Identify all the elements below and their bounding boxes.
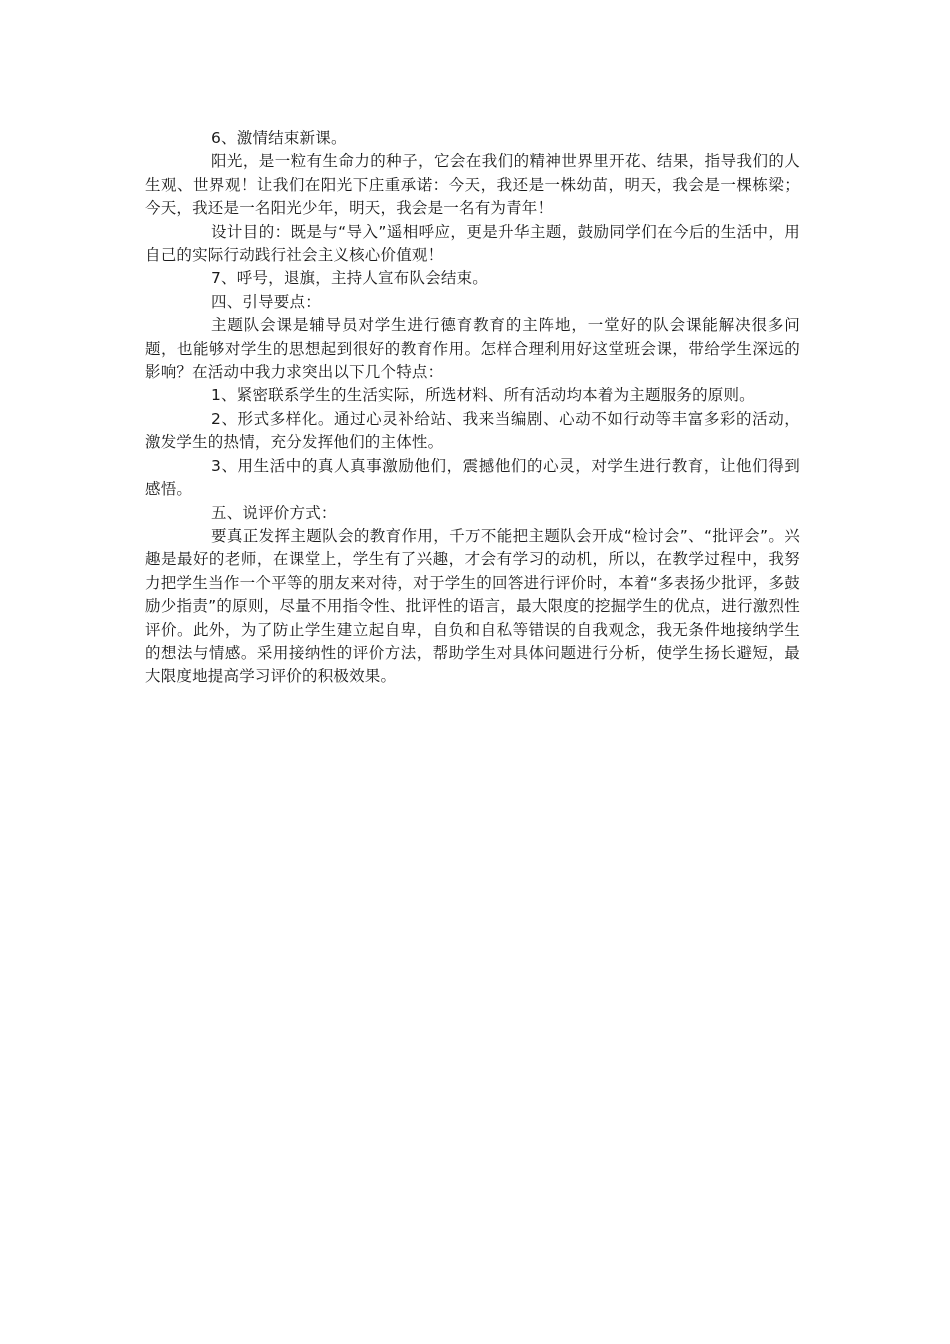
paragraph-evaluation: 要真正发挥主题队会的教育作用，千万不能把主题队会开成“检讨会”、“批评会”。兴趣是最好的老师，在课堂上，学生有了兴趣，才会有学习的动机，所以，在教学过程中，我努力把学生当作一个平等的朋友来对待，对于学生的回答进行评价时，本着“多表扬少批评，多鼓励少指责”的原则，尽量不用指令性、批评性的语言，最大限度的挖掘学生的优点，进行激烈性评价。此外，为了防止学生建立起自卑，自负和自私等错误的自我观念，我无条件地接纳学生的想法与情感。采用接纳性的评价方法，帮助学生对具体问题进行分析，使学生扬长避短，最大限度地提高学习评价的积极效果。: [145, 526, 800, 686]
list-item-3: 3、用生活中的真人真事激励他们，震撼他们的心灵，对学生进行教育，让他们得到感悟。: [145, 456, 800, 499]
list-item-2: 2、形式多样化。通过心灵补给站、我来当编剧、心动不如行动等丰富多彩的活动，激发学生的热情，充分发挥他们的主体性。: [145, 409, 800, 452]
paragraph-sunshine: 阳光，是一粒有生命力的种子，它会在我们的精神世界里开花、结果，指导我们的人生观、世界观！让我们在阳光下庄重承诺：今天，我还是一株幼苗，明天，我会是一棵栋梁；今天，我还是一名阳光少年，明天，我会是一名有为青年！: [145, 152, 800, 218]
paragraph-design-purpose: 设计目的：既是与“导入”遥相呼应，更是升华主题，鼓励同学们在今后的生活中，用自己的实际行动践行社会主义核心价值观！: [145, 222, 800, 265]
paragraph-step-6: 6、激情结束新课。: [211, 129, 347, 147]
list-item-1: 1、紧密联系学生的生活实际，所选材料、所有活动均本着为主题服务的原则。: [211, 386, 755, 405]
section-heading-guidance: 四、引导要点：: [211, 292, 321, 311]
paragraph-theme-meeting: 主题队会课是辅导员对学生进行德育教育的主阵地，一堂好的队会课能解决很多问题，也能够对学生的思想起到很好的教育作用。怎样合理利用好这堂班会课，带给学生深远的影响？在活动中我力求突出以下几个特点：: [145, 316, 800, 382]
section-heading-evaluation: 五、说评价方式：: [211, 503, 337, 522]
paragraph-step-7: 7、呼号，退旗，主持人宣布队会结束。: [211, 269, 488, 288]
document-body: [145, 127, 800, 689]
